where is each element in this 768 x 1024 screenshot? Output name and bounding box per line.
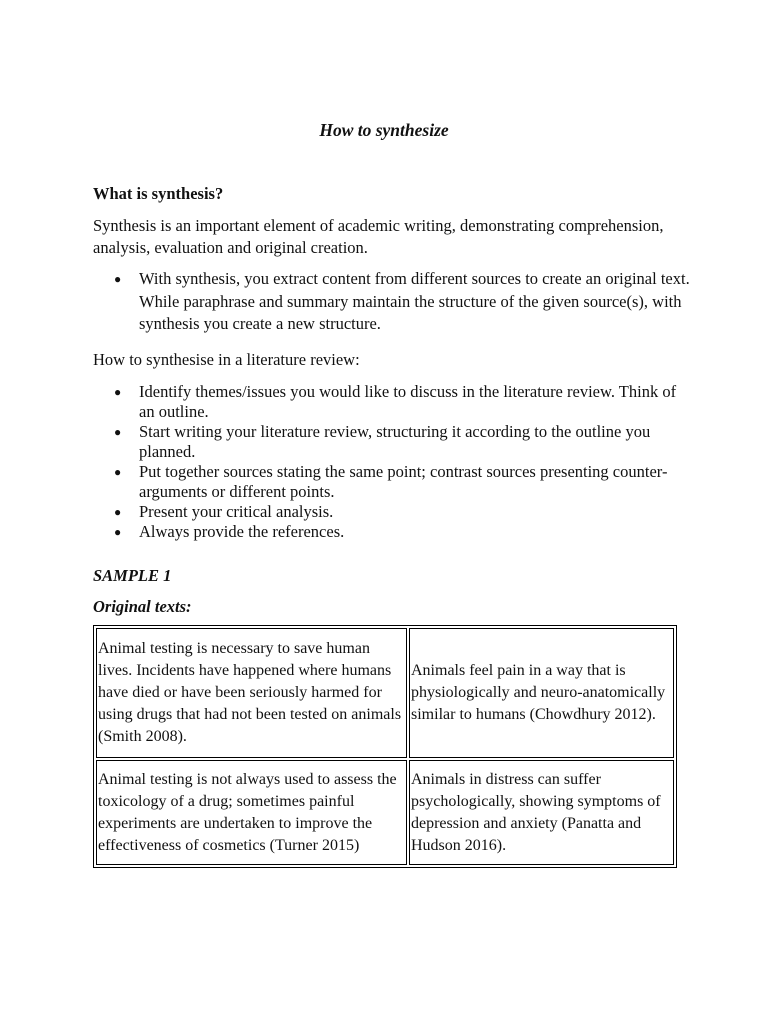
table-cell: Animal testing is necessary to save human lives. Incidents have happened where humans have died or have been seriously harmed for using drugs that had not been tested on animals (Smith 2008). <box>96 628 407 758</box>
table-cell: Animals feel pain in a way that is physiologically and neuro-anatomically similar to humans (Chowdhury 2012). <box>409 628 674 758</box>
source-texts-table <box>93 625 677 868</box>
table-row <box>96 628 674 758</box>
bullet-icon: ● <box>114 385 122 399</box>
lit-review-steps-list <box>93 382 693 542</box>
section-heading-what-is-synthesis: What is synthesis? <box>93 184 224 203</box>
document-title: How to synthesize <box>319 120 449 140</box>
intro-bullet-list <box>93 268 693 336</box>
bullet-icon: ● <box>114 525 122 539</box>
table-cell: Animals in distress can suffer psychologically, showing symptoms of depression and anxiety (Panatta and Hudson 2016). <box>409 760 674 865</box>
intro-bullet-item: ● With synthesis, you extract content from different sources to create an original text. While paraphrase and summary maintain the structure of the given source(s), with synthesis you create a new structure. <box>114 269 690 333</box>
lit-review-step: ● Identify themes/issues you would like to discuss in the literature review. Think of an outline. <box>114 382 677 421</box>
bullet-icon: ● <box>114 505 122 519</box>
sample-heading: SAMPLE 1 <box>93 566 172 585</box>
lit-review-step: ● Present your critical analysis. <box>114 502 334 521</box>
table-row <box>96 760 674 865</box>
lit-review-step: ● Always provide the references. <box>114 522 345 541</box>
bullet-icon: ● <box>114 425 122 439</box>
intro-paragraph: Synthesis is an important element of academic writing, demonstrating comprehension, analysis, evaluation and original creation. <box>93 216 664 257</box>
original-texts-label: Original texts: <box>93 597 192 616</box>
bullet-icon: ● <box>114 465 122 479</box>
lit-review-step: ● Put together sources stating the same point; contrast sources presenting counter-arguments or different points. <box>114 462 668 501</box>
lit-review-step: ● Start writing your literature review, structuring it according to the outline you planned. <box>114 422 651 461</box>
lit-review-intro: How to synthesise in a literature review: <box>93 350 360 369</box>
table-cell: Animal testing is not always used to assess the toxicology of a drug; sometimes painful experiments are undertaken to improve the effectiveness of cosmetics (Turner 2015) <box>96 760 407 865</box>
bullet-icon: ● <box>114 272 122 286</box>
